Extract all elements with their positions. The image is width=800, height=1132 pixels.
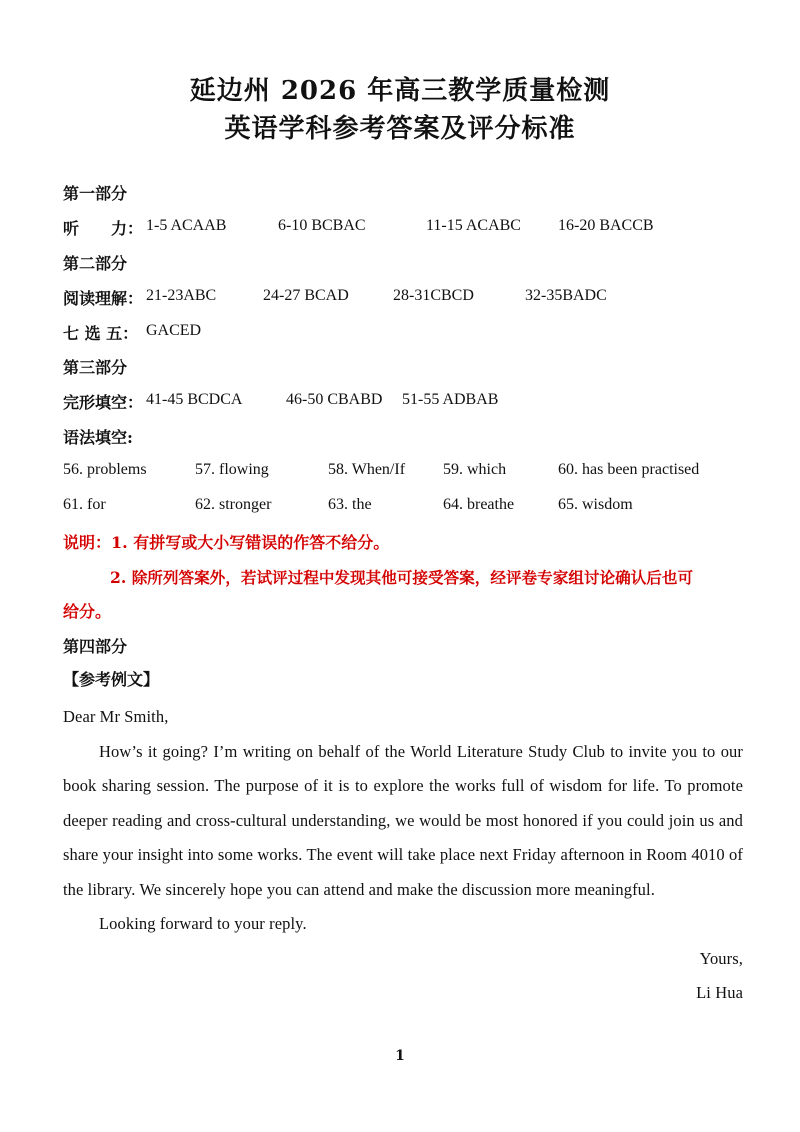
cloze-label: 完形填空：: [63, 393, 144, 412]
essay-paragraph-2: Looking forward to your reply.: [99, 914, 307, 933]
reading-answer-2: 24-27 BCAD: [263, 287, 349, 304]
page-number: 1: [395, 1048, 405, 1064]
essay-salutation: Dear Mr Smith,: [63, 707, 169, 726]
part1-heading: 第一部分: [63, 184, 128, 203]
grammar-answer-61: 61. for: [63, 496, 106, 513]
part4-heading: 第四部分: [63, 637, 128, 656]
cloze-answer-1: 41-45 BCDCA: [146, 391, 243, 408]
grammar-answer-65: 65. wisdom: [558, 496, 633, 513]
listening-answer-2: 6-10 BCBAC: [278, 217, 366, 234]
seven-choose-five-label: 七 选 五：: [63, 324, 139, 343]
essay-paragraph-1: How’s it going? I’m writing on behalf of the World Literature Study Club to invite you to our book sharing session. The purpose of it is to explore the works full of wisdom for life. To promote deeper reading and cross-cultural understanding, we would be most honored if you could join us and share your insight into some works. The event will take place next Friday afternoon in Room 4010 of the library. We sincerely hope you can attend and make the discussion more meaningful.: [63, 741, 743, 899]
grammar-answer-58: 58. When/If: [328, 461, 406, 478]
grammar-answer-62: 62. stronger: [195, 496, 272, 513]
grammar-answer-63: 63. the: [328, 496, 372, 513]
part3-heading: 第三部分: [63, 358, 128, 377]
reading-answer-4: 32-35BADC: [525, 287, 607, 304]
sample-essay: [63, 700, 743, 1011]
reading-label: 阅读理解：: [63, 289, 144, 308]
grammar-answer-59: 59. which: [443, 461, 507, 478]
listening-answer-3: 11-15 ACABC: [426, 217, 521, 234]
sample-essay-label: 【参考例文】: [63, 670, 160, 689]
reading-answer-1: 21-23ABC: [146, 287, 217, 304]
grammar-answer-57: 57. flowing: [195, 461, 269, 478]
note-line-2: 2. 除所列答案外，若试评过程中发现其他可接受答案，经评卷专家组讨论确认后也可: [110, 568, 694, 587]
essay-closing: Yours,: [699, 948, 743, 968]
title-line-1: 延边州 2026 年高三教学质量检测: [189, 76, 611, 106]
cloze-answer-3: 51-55 ADBAB: [402, 391, 499, 408]
listening-answer-4: 16-20 BACCB: [558, 217, 654, 234]
grammar-answer-56: 56. problems: [63, 461, 147, 478]
essay-signature: Li Hua: [696, 983, 743, 1002]
note-line-1: 说明：1. 有拼写或大小写错误的作答不给分。: [63, 533, 390, 552]
listening-answer-1: 1-5 ACAAB: [146, 217, 227, 234]
reading-answer-3: 28-31CBCD: [393, 287, 474, 304]
listening-label: 听 力：: [63, 219, 144, 238]
seven-choose-five-answer: GACED: [146, 322, 202, 339]
note-line-3: 给分。: [63, 602, 112, 621]
grammar-answer-60: 60. has been practised: [558, 461, 700, 478]
title-line-2: 英语学科参考答案及评分标准: [224, 114, 576, 144]
cloze-answer-2: 46-50 CBABD: [286, 391, 383, 408]
part2-heading: 第二部分: [63, 254, 128, 273]
grammar-label: 语法填空:: [63, 428, 133, 447]
grammar-answer-64: 64. breathe: [443, 496, 515, 513]
